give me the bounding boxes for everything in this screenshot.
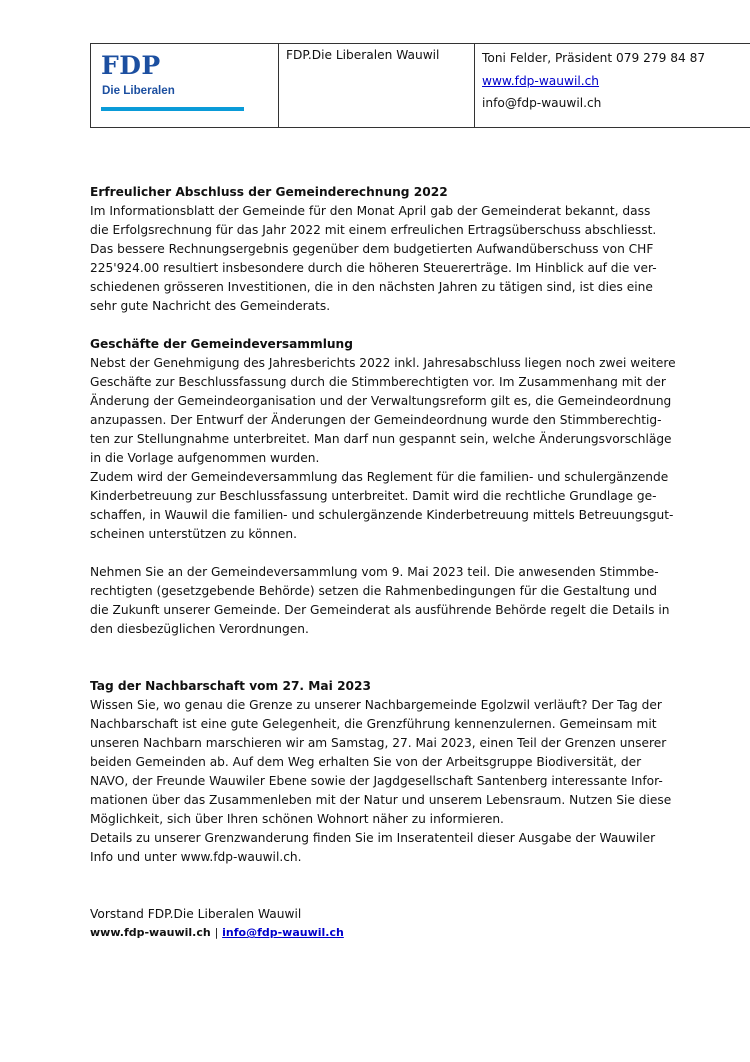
text-line: Möglichkeit, sich über Ihren schönen Wohnort näher zu informieren. (90, 812, 504, 826)
article-body (90, 183, 686, 941)
text-line: Änderung der Gemeindeorganisation und der Verwaltungsreform gilt es, die Gemeindeordnung (90, 394, 672, 408)
text-line: Nachbarschaft ist eine gute Gelegenheit, die Grenzführung kennenzulernen. Gemeinsam mit (90, 717, 657, 731)
fdp-logo-subtitle: Die Liberalen (102, 84, 175, 97)
text-line: sehr gute Nachricht des Gemeinderats. (90, 299, 331, 313)
signature: Vorstand FDP.Die Liberalen Wauwil (90, 907, 302, 921)
text-line: beiden Gemeinden ab. Auf dem Weg erhalten Sie von der Arbeitsgruppe Biodiversität, der (90, 755, 642, 769)
footer-email-link[interactable]: info@fdp-wauwil.ch (222, 926, 344, 939)
text-line: rechtigten (gesetzgebende Behörde) setzen die Rahmenbedingungen für die Gestaltung und (90, 584, 657, 598)
text-line: Details zu unserer Grenzwanderung finden Sie im Inseratenteil dieser Ausgabe der Wauwiler (90, 831, 656, 845)
text-line: 225'924.00 resultiert insbesondere durch die höheren Steuererträge. Im Hinblick auf die ver- (90, 261, 657, 275)
footer-separator: | (214, 926, 219, 939)
section-body-teilnahme (90, 563, 686, 639)
text-line: den diesbezüglichen Verordnungen. (90, 622, 309, 636)
text-line: anzupassen. Der Entwurf der Änderungen der Gemeindeordnung wurde den Stimmberechtig- (90, 413, 662, 427)
text-line: die Zukunft unserer Gemeinde. Der Gemeinderat als ausführende Behörde regelt die Details in (90, 603, 670, 617)
text-line: in die Vorlage aufgenommen wurden. (90, 451, 320, 465)
letterhead-table (90, 43, 750, 128)
contact-person: Toni Felder, Präsident 079 279 84 87 (482, 51, 706, 65)
fdp-logo-wordmark: FDP (101, 51, 161, 80)
text-line: Das bessere Rechnungsergebnis gegenüber dem budgetierten Aufwandüberschuss von CHF (90, 242, 654, 256)
logo-accent-bar (101, 107, 244, 111)
text-line: Zudem wird der Gemeindeversammlung das Reglement für die familien- und schulergänzende (90, 470, 669, 484)
text-line: scheinen unterstützen zu können. (90, 527, 297, 541)
text-line: ten zur Stellungnahme unterbreitet. Man darf nun gespannt sein, welche Änderungsvorschläge (90, 432, 672, 446)
section-body-rechnung (90, 202, 686, 316)
text-line: Im Informationsblatt der Gemeinde für den Monat April gab der Gemeinderat bekannt, dass (90, 204, 651, 218)
party-name: FDP.Die Liberalen Wauwil (286, 48, 440, 62)
section-title-rechnung: Erfreulicher Abschluss der Gemeinderechnung 2022 (90, 185, 448, 199)
text-line: Info und unter www.fdp-wauwil.ch. (90, 850, 302, 864)
header-website-link[interactable]: www.fdp-wauwil.ch (482, 73, 600, 88)
text-line: schaffen, in Wauwil die familien- und schulergänzende Kinderbetreuung mittels Betreuungsgut- (90, 508, 674, 522)
logo-cell (91, 44, 279, 127)
text-line: Kinderbetreuung zur Beschlussfassung unterbreitet. Damit wird die rechtliche Grundlage ge- (90, 489, 657, 503)
section-title-nachbarschaft: Tag der Nachbarschaft vom 27. Mai 2023 (90, 679, 371, 693)
text-line: mationen über das Zusammenleben mit der Natur und unserem Lebensraum. Nutzen Sie diese (90, 793, 672, 807)
text-line: Nehmen Sie an der Gemeindeversammlung vom 9. Mai 2023 teil. Die anwesenden Stimmbe- (90, 565, 659, 579)
text-line: Wissen Sie, wo genau die Grenze zu unserer Nachbargemeinde Egolzwil verläuft? Der Tag der (90, 698, 662, 712)
text-line: Nebst der Genehmigung des Jahresberichts 2022 inkl. Jahresabschluss liegen noch zwei weitere (90, 356, 676, 370)
text-line: Geschäfte zur Beschlussfassung durch die Stimmberechtigten vor. Im Zusammenhang mit der (90, 375, 666, 389)
header-email: info@fdp-wauwil.ch (482, 96, 602, 110)
section-body-versammlung (90, 354, 686, 544)
contact-cell (475, 44, 750, 127)
footer-website: www.fdp-wauwil.ch (90, 926, 211, 939)
text-line: unseren Nachbarn marschieren wir am Samstag, 27. Mai 2023, einen Teil der Grenzen unserer (90, 736, 667, 750)
text-line: schiedenen grösseren Investitionen, die in den nächsten Jahren zu tätigen sind, ist dies eine (90, 280, 653, 294)
section-title-versammlung: Geschäfte der Gemeindeversammlung (90, 337, 353, 351)
party-name-cell (279, 44, 475, 127)
footer-links (90, 924, 686, 941)
text-line: NAVO, der Freunde Wauwiler Ebene sowie der Jagdgesellschaft Santenberg interessante Infor- (90, 774, 663, 788)
section-body-nachbarschaft (90, 696, 686, 867)
text-line: die Erfolgsrechnung für das Jahr 2022 mit einem erfreulichen Ertragsüberschuss abschliesst. (90, 223, 657, 237)
